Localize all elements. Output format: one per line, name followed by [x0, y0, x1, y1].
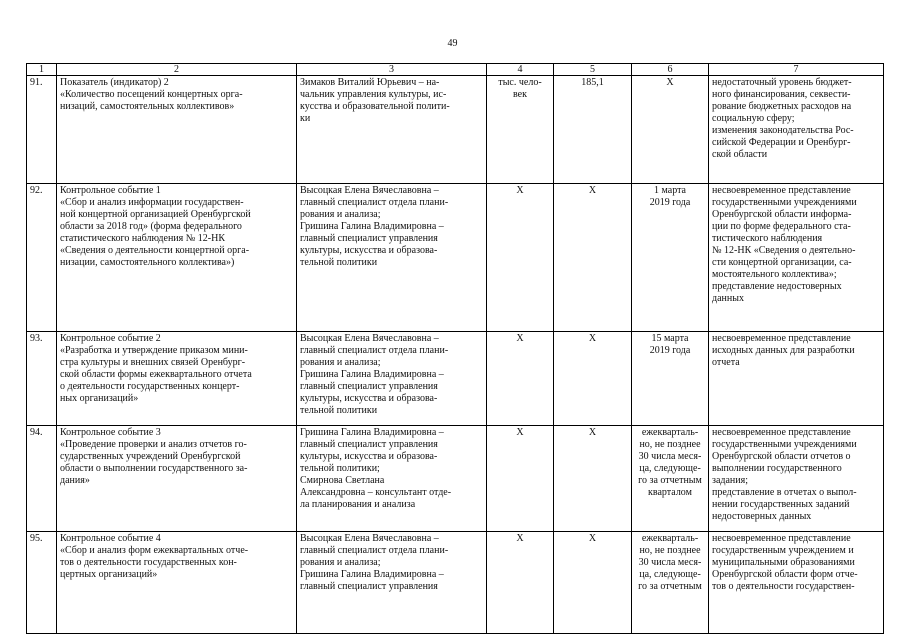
header-cell: 4: [487, 64, 554, 76]
cell-text-line: но, не позднее: [639, 545, 701, 556]
cell-text-line: Контрольное событие 4: [60, 533, 161, 544]
risks-cell: [709, 76, 884, 184]
cell-text-line: 1 марта: [654, 185, 686, 196]
cell-text-line: недостоверных данных: [712, 511, 812, 522]
cell-text-line: век: [513, 89, 527, 100]
cell-text-line: Оренбургской области отчетов о: [712, 451, 851, 462]
cell-text-line: Контрольное событие 2: [60, 333, 161, 344]
header-cell: 2: [57, 64, 297, 76]
cell-text-line: Х: [588, 427, 597, 438]
cell-text-line: изменения законодательства Рос-: [712, 125, 854, 136]
cell-text-line: Гришина Галина Владимировна –: [300, 369, 444, 380]
cell-text-line: главный специалист отдела плани-: [300, 197, 449, 208]
cell-text-line: Александровна – консультант отде-: [300, 487, 452, 498]
cell-text-line: 2019 года: [649, 345, 691, 356]
cell-text-line: главный специалист управления: [300, 439, 438, 450]
row-number-cell: 93.: [27, 332, 57, 426]
cell-text-line: Оренбургской области информа-: [712, 209, 852, 220]
cell-text-line: ской области формы ежеквартального отчета: [60, 369, 252, 380]
cell-text-line: Х: [516, 427, 524, 438]
indicator-cell: [57, 184, 297, 332]
unit-cell: [487, 332, 554, 426]
cell-text-line: цертных организаций»: [60, 569, 158, 580]
header-cell: 7: [709, 64, 884, 76]
table-row: [27, 426, 884, 532]
page-number: 49: [447, 38, 458, 49]
table-row: [27, 184, 884, 332]
cell-text-line: области о выполнении государственного за-: [60, 463, 248, 474]
responsible-cell: [297, 76, 487, 184]
cell-text-line: Высоцкая Елена Вячеславовна –: [300, 533, 439, 544]
date-cell: [632, 184, 709, 332]
header-cell: 3: [297, 64, 487, 76]
cell-text-line: Х: [516, 185, 524, 196]
indicator-cell: [57, 332, 297, 426]
cell-text-line: несвоевременное представление: [712, 533, 851, 544]
cell-text-line: ного финансирования, секвести-: [712, 89, 851, 100]
cell-text-line: области за 2018 год» (форма федерального: [60, 221, 242, 232]
cell-text-line: недостаточный уровень бюджет-: [712, 77, 852, 88]
cell-text-line: «Сбор и анализ форм ежеквартальных отче-: [60, 545, 249, 556]
cell-text-line: ла планирования и анализа: [300, 499, 416, 510]
cell-text-line: дания»: [60, 475, 90, 486]
cell-text-line: рования и анализа;: [300, 209, 381, 220]
responsible-cell: [297, 332, 487, 426]
cell-text-line: отчета: [712, 357, 740, 368]
cell-text-line: социальную сферу;: [712, 113, 795, 124]
responsible-cell: [297, 426, 487, 532]
header-cell: 5: [554, 64, 632, 76]
cell-text-line: Контрольное событие 3: [60, 427, 161, 438]
cell-text-line: сти концертной организации, са-: [712, 257, 852, 268]
cell-text-line: кварталом: [648, 487, 692, 498]
cell-text-line: го за отчетным: [638, 581, 702, 592]
row-number-cell: 95.: [27, 532, 57, 634]
cell-text-line: «Проведение проверки и анализ отчетов го-: [60, 439, 247, 450]
cell-text-line: тыс. чело-: [498, 77, 542, 88]
cell-text-line: задания;: [712, 475, 748, 486]
value-cell: [554, 332, 632, 426]
indicator-cell: [57, 532, 297, 634]
cell-text-line: 15 марта: [651, 333, 689, 344]
value-cell: [554, 76, 632, 184]
cell-text-line: 30 числа меся-: [638, 557, 702, 568]
risks-cell: [709, 332, 884, 426]
cell-text-line: несвоевременное представление: [712, 427, 851, 438]
cell-text-line: Х: [516, 533, 524, 544]
table-row: [27, 532, 884, 634]
cell-text-line: рование бюджетных расходов на: [712, 101, 852, 112]
cell-text-line: главный специалист отдела плани-: [300, 345, 449, 356]
cell-text-line: статистического наблюдения № 12-НК: [60, 233, 226, 244]
header-cell: 6: [632, 64, 709, 76]
cell-text-line: главный специалист управления: [300, 233, 438, 244]
cell-text-line: низации, самостоятельного коллектива»): [60, 257, 235, 268]
unit-cell: [487, 184, 554, 332]
cell-text-line: Х: [588, 533, 597, 544]
cell-text-line: рования и анализа;: [300, 557, 381, 568]
row-number-cell: 92.: [27, 184, 57, 332]
cell-text-line: сударственных учреждений Оренбургской: [60, 451, 241, 462]
cell-text-line: тов о деятельности государственных кон-: [60, 557, 237, 568]
cell-text-line: ции по форме федерального ста-: [712, 221, 851, 232]
table-row: [27, 332, 884, 426]
cell-text-line: «Количество посещений концертных орга-: [60, 89, 243, 100]
cell-text-line: тельной политики;: [300, 463, 380, 474]
cell-text-line: культуры, искусства и образова-: [300, 451, 438, 462]
indicator-cell: [57, 426, 297, 532]
cell-text-line: Х: [588, 333, 597, 344]
cell-text-line: стра культуры и внешних связей Оренбург-: [60, 357, 246, 368]
cell-text-line: Оренбургской области форм отче-: [712, 569, 858, 580]
cell-text-line: Контрольное событие 1: [60, 185, 161, 196]
unit-cell: [487, 426, 554, 532]
cell-text-line: го за отчетным: [638, 475, 702, 486]
value-cell: [554, 532, 632, 634]
cell-text-line: главный специалист управления: [300, 581, 438, 592]
cell-text-line: Высоцкая Елена Вячеславовна –: [300, 185, 439, 196]
cell-text-line: культуры, искусства и образова-: [300, 393, 438, 404]
cell-text-line: но, не позднее: [639, 439, 701, 450]
cell-text-line: о деятельности государственных концерт-: [60, 381, 240, 392]
cell-text-line: ской области: [712, 149, 768, 160]
unit-cell: [487, 76, 554, 184]
cell-text-line: Показатель (индикатор) 2: [60, 77, 169, 88]
row-number-cell: 94.: [27, 426, 57, 532]
cell-text-line: тов о деятельности государствен-: [712, 581, 855, 592]
risks-cell: [709, 426, 884, 532]
risks-cell: [709, 532, 884, 634]
responsible-cell: [297, 532, 487, 634]
cell-text-line: ца, следующе-: [639, 569, 701, 580]
cell-text-line: ежекварталь-: [641, 533, 699, 544]
cell-text-line: государственным учреждением и: [712, 545, 854, 556]
value-cell: [554, 426, 632, 532]
cell-text-line: Х: [516, 333, 524, 344]
cell-text-line: чальник управления культуры, ис-: [300, 89, 447, 100]
cell-text-line: представление в отчетах о выпол-: [712, 487, 857, 498]
plan-table: [26, 63, 884, 634]
cell-text-line: кусства и образовательной полити-: [300, 101, 450, 112]
cell-text-line: Х: [588, 185, 597, 196]
cell-text-line: Высоцкая Елена Вячеславовна –: [300, 333, 439, 344]
cell-text-line: государственными учреждениями: [712, 439, 857, 450]
header-cell: 1: [27, 64, 57, 76]
cell-text-line: тельной политики: [300, 257, 378, 268]
cell-text-line: представление недостоверных: [712, 281, 842, 292]
cell-text-line: низаций, самостоятельных коллективов»: [60, 101, 235, 112]
cell-text-line: 2019 года: [649, 197, 691, 208]
date-cell: [632, 332, 709, 426]
cell-text-line: 30 числа меся-: [638, 451, 702, 462]
cell-text-line: мостоятельного коллектива»;: [712, 269, 837, 280]
cell-text-line: нении государственных заданий: [712, 499, 850, 510]
unit-cell: [487, 532, 554, 634]
cell-text-line: ки: [300, 113, 311, 124]
cell-text-line: ной концертной организацией Оренбургской: [60, 209, 251, 220]
cell-text-line: «Разработка и утверждение приказом мини-: [60, 345, 248, 356]
cell-text-line: муниципальными образованиями: [712, 557, 855, 568]
cell-text-line: № 12-НК «Сведения о деятельно-: [712, 245, 856, 256]
cell-text-line: государственными учреждениями: [712, 197, 857, 208]
date-cell: [632, 76, 709, 184]
value-cell: [554, 184, 632, 332]
cell-text-line: 185,1: [581, 77, 604, 88]
cell-text-line: исходных данных для разработки: [712, 345, 855, 356]
cell-text-line: культуры, искусства и образова-: [300, 245, 438, 256]
row-number-cell: 91.: [27, 76, 57, 184]
cell-text-line: Зимаков Виталий Юрьевич – на-: [300, 77, 440, 88]
cell-text-line: ца, следующе-: [639, 463, 701, 474]
cell-text-line: выполнении государственного: [712, 463, 842, 474]
date-cell: [632, 532, 709, 634]
cell-text-line: рования и анализа;: [300, 357, 381, 368]
cell-text-line: Гришина Галина Владимировна –: [300, 569, 444, 580]
responsible-cell: [297, 184, 487, 332]
date-cell: [632, 426, 709, 532]
cell-text-line: Х: [666, 77, 674, 88]
cell-text-line: главный специалист управления: [300, 381, 438, 392]
cell-text-line: несвоевременное представление: [712, 185, 851, 196]
cell-text-line: Гришина Галина Владимировна –: [300, 427, 444, 438]
table-row: [27, 76, 884, 184]
cell-text-line: данных: [712, 293, 744, 304]
cell-text-line: главный специалист отдела плани-: [300, 545, 449, 556]
cell-text-line: «Сведения о деятельности концертной орга-: [60, 245, 250, 256]
cell-text-line: «Сбор и анализ информации государствен-: [60, 197, 244, 208]
cell-text-line: ежекварталь-: [641, 427, 699, 438]
cell-text-line: Гришина Галина Владимировна –: [300, 221, 444, 232]
cell-text-line: несвоевременное представление: [712, 333, 851, 344]
cell-text-line: сийской Федерации и Оренбург-: [712, 137, 851, 148]
cell-text-line: тистического наблюдения: [712, 233, 823, 244]
cell-text-line: Смирнова Светлана: [300, 475, 385, 486]
indicator-cell: [57, 76, 297, 184]
table-header-row: [27, 64, 884, 76]
cell-text-line: ных организаций»: [60, 393, 139, 404]
cell-text-line: тельной политики: [300, 405, 378, 416]
risks-cell: [709, 184, 884, 332]
